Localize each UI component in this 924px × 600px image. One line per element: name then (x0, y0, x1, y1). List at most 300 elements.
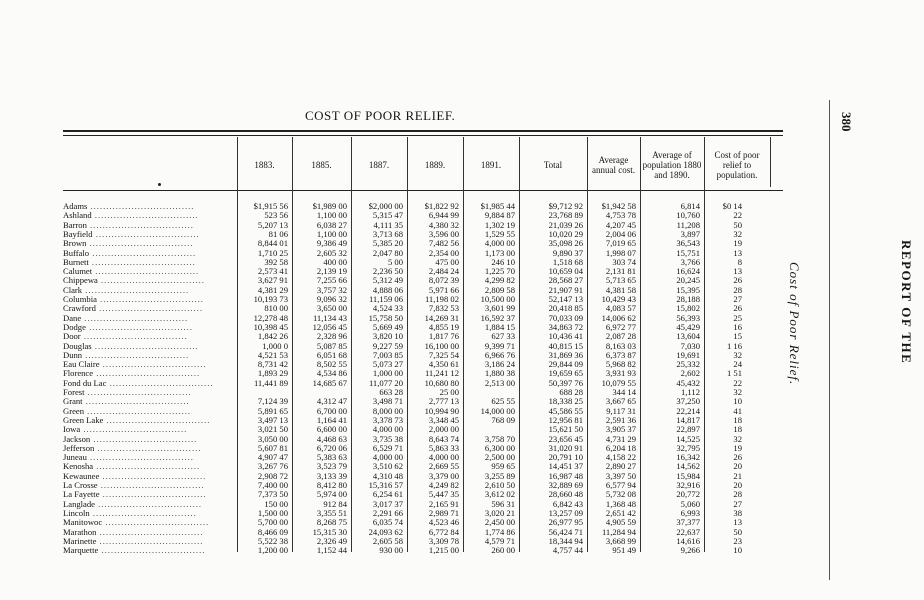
cell-ratio: 18 (733, 424, 742, 435)
cell-total: 18,338 25 (548, 396, 583, 407)
county-label: Ashland (63, 211, 92, 221)
cell-c1891: 2,450 00 (484, 517, 515, 528)
cell-c1889: $1,822 92 (424, 201, 459, 211)
cell-total: 26,977 95 (548, 517, 583, 528)
cell-c1891: 6,300 00 (484, 442, 515, 453)
cell-c1885: 15,315 30 (312, 526, 347, 537)
county-label: Dunn (63, 350, 83, 360)
cell-pop: 20,772 (676, 489, 700, 500)
county-label: Marinette (63, 536, 97, 546)
cell-total: 6,842 43 (552, 498, 583, 509)
cell-c1891: 596 31 (491, 498, 515, 509)
cell-c1883: 4,381 29 (257, 284, 288, 295)
leader-dots: ................................. (97, 481, 205, 490)
cell-c1887: 4,888 06 (372, 284, 403, 295)
cell-c1887: 4,111 35 (373, 219, 403, 230)
cell-c1889: 4,380 32 (428, 219, 459, 230)
cell-c1891: 260 00 (491, 545, 515, 556)
county-name (63, 239, 235, 248)
cell-c1883: 2,908 72 (257, 470, 288, 481)
cell-avg: 11,284 94 (601, 526, 636, 537)
cell-c1889: 4,249 82 (428, 480, 459, 490)
cell-pop: 32,916 (676, 480, 700, 490)
cell-c1887: 6,035 74 (372, 517, 403, 528)
cell-c1887: 3,498 71 (372, 396, 403, 407)
county-label: Green (63, 406, 84, 416)
table-row (63, 528, 783, 537)
cell-c1889: 16,100 00 (424, 340, 459, 351)
cell-c1883: 3,497 13 (257, 414, 288, 425)
cell-c1891: 10,500 00 (480, 294, 515, 304)
table-top-rule-thin (63, 135, 783, 136)
table-row (63, 416, 783, 425)
cell-avg: 1,368 48 (605, 498, 636, 509)
table-row (63, 286, 783, 295)
county-name (63, 462, 235, 471)
table-row (63, 462, 783, 471)
leader-dots: ................................. (97, 276, 205, 286)
cell-ratio: 20 (733, 461, 742, 472)
county-name (63, 323, 235, 332)
cell-total: 35,098 26 (548, 238, 583, 249)
cell-c1887: 5,073 27 (372, 359, 403, 370)
cell-ratio: 8 (737, 256, 742, 267)
county-label: Florence (63, 369, 94, 379)
county-name (63, 230, 235, 239)
cell-c1887: 15,758 50 (368, 312, 403, 323)
cell-pop: 16,624 (676, 266, 700, 277)
county-label: Green Lake (63, 415, 104, 425)
cell-avg: 5,968 82 (605, 359, 636, 370)
cell-c1889: 2,777 13 (428, 396, 459, 407)
column-header: 1883. (254, 160, 275, 170)
cell-pop: 37,377 (676, 517, 700, 528)
cell-c1885: 6,700 00 (316, 405, 347, 416)
table-row (63, 481, 783, 490)
county-label: Calumet (63, 267, 93, 277)
cell-c1885: 3,523 79 (316, 461, 347, 472)
cell-avg: 8,163 03 (605, 340, 636, 351)
cell-c1891: 3,186 24 (484, 359, 515, 370)
column-header: 1891. (480, 160, 502, 170)
column-header: Cost of poor relief to population. (714, 150, 760, 180)
cell-avg: 5,732 08 (605, 489, 636, 500)
cell-c1891: 246 10 (491, 256, 515, 267)
column-header: Total (543, 160, 563, 170)
cell-c1885: 3,133 39 (316, 470, 347, 481)
cell-c1887: 7,003 85 (372, 349, 403, 360)
cell-c1889: 3,596 00 (428, 228, 459, 239)
table-row (63, 332, 783, 341)
cell-c1885: 9,096 32 (316, 294, 347, 304)
leader-dots: ................................. (91, 211, 199, 221)
cell-total: 4,757 44 (552, 545, 583, 556)
cell-avg: 951 49 (612, 545, 636, 556)
county-label: Fond du Lac (63, 378, 107, 388)
cell-c1887: 9,227 59 (372, 340, 403, 351)
cell-c1889: 25 00 (439, 387, 459, 397)
county-name (63, 453, 235, 462)
cell-c1887: 24,093 62 (368, 526, 403, 537)
cell-c1885: 2,139 19 (316, 266, 347, 277)
cell-c1889: 10,994 90 (424, 405, 459, 416)
table-row (63, 239, 783, 248)
cell-c1891: 16,592 37 (480, 312, 515, 323)
cell-avg: 7,019 65 (605, 238, 636, 249)
county-name (63, 472, 235, 481)
cell-ratio: 16 (733, 321, 742, 332)
cell-total: 14,451 37 (548, 461, 583, 472)
cell-c1887: 5,312 49 (372, 275, 403, 286)
cell-c1885: 5,974 00 (316, 489, 347, 500)
cell-c1883: 10,398 45 (253, 321, 288, 332)
table-row (63, 211, 783, 220)
cell-ratio: 18 (733, 414, 742, 425)
cell-c1891: 2,809 58 (484, 284, 515, 295)
leader-dots: ................................. (90, 434, 198, 444)
cell-avg: 14,006 62 (601, 312, 636, 323)
cell-c1891: 627 33 (491, 331, 515, 342)
cell-c1889: 14,269 31 (424, 312, 459, 323)
cell-pop: 32,795 (676, 442, 700, 453)
county-label: Dane (63, 313, 82, 323)
cell-ratio: 20 (733, 480, 742, 490)
table-row (63, 407, 783, 416)
cell-c1891: 2,513 00 (484, 377, 515, 388)
county-name (63, 351, 235, 360)
cell-total: 32,889 69 (548, 480, 583, 490)
cell-c1891: 3,020 21 (484, 507, 515, 518)
cell-avg: 9,117 31 (606, 405, 636, 416)
county-label: Columbia (63, 295, 97, 304)
leader-dots: ................................. (89, 508, 197, 518)
cell-c1883: 81 06 (268, 228, 288, 239)
cell-total: 12,956 81 (548, 414, 583, 425)
cell-c1889: 5,971 66 (428, 284, 459, 295)
table-row (63, 295, 783, 304)
cell-c1889: 7,325 54 (428, 349, 459, 360)
cell-c1883: 810 00 (264, 303, 288, 314)
cell-c1883: 523 56 (264, 210, 288, 221)
cell-avg: 4,381 58 (605, 284, 636, 295)
table-row (63, 230, 783, 239)
cell-c1887: 3,735 38 (372, 433, 403, 444)
cell-pop: 3,766 (680, 256, 700, 267)
leader-dots: ................................. (86, 239, 194, 249)
cell-c1889: 11,198 02 (424, 294, 459, 304)
county-name (63, 342, 235, 351)
county-name (63, 276, 235, 285)
cell-c1887: 11,077 20 (368, 377, 403, 388)
column-header: 1889. (424, 160, 446, 170)
cell-avg: 4,158 22 (605, 452, 636, 463)
table-row (63, 369, 783, 378)
leader-dots: ................................. (102, 518, 210, 528)
cell-avg: 2,087 28 (605, 331, 636, 342)
cell-ratio: 23 (733, 535, 742, 546)
cell-avg: $1,942 58 (601, 201, 636, 211)
cell-c1889: 3,379 00 (428, 470, 459, 481)
cell-pop: 3,897 (680, 228, 700, 239)
cell-avg: 3,931 93 (605, 368, 636, 379)
table-row (63, 351, 783, 360)
cell-c1883: 3,021 50 (257, 424, 288, 435)
county-name (63, 490, 235, 499)
cell-c1887: 1,000 00 (372, 368, 403, 379)
cell-c1889: 11,241 12 (424, 368, 459, 379)
cell-c1885: 4,468 63 (316, 433, 347, 444)
county-label: Kewaunee (63, 471, 100, 481)
cell-avg: 2,651 42 (605, 507, 636, 518)
leader-dots: ................................. (93, 369, 201, 379)
cell-c1891: 9,399 71 (484, 340, 515, 351)
table-row (63, 379, 783, 388)
table-row (63, 546, 783, 555)
cell-c1887: 6,529 71 (372, 442, 403, 453)
cell-c1885: 912 84 (323, 498, 347, 509)
county-name (63, 425, 235, 434)
cell-c1883: 11,441 89 (253, 377, 288, 388)
county-name (63, 304, 235, 313)
column-header: Average of population 1880 and 1890. (642, 150, 702, 180)
cell-avg: 4,207 45 (605, 219, 636, 230)
cell-pop: 22,214 (676, 405, 700, 416)
table-row (63, 518, 783, 527)
county-label: Brown (63, 239, 87, 249)
cell-c1889: 1,817 76 (428, 331, 459, 342)
cell-c1891: 3,758 70 (484, 433, 515, 444)
cell-c1885: 3,757 32 (316, 284, 347, 295)
table-row (63, 490, 783, 499)
county-label: Chippewa (63, 276, 98, 286)
county-name (63, 481, 235, 490)
cell-pop: 2,602 (680, 368, 700, 379)
county-label: Eau Claire (63, 360, 100, 370)
cell-ratio: 27 (733, 294, 742, 304)
cell-total: 19,659 65 (548, 368, 583, 379)
cell-total: 21,907 91 (548, 284, 583, 295)
cell-c1883: 7,400 00 (257, 480, 288, 490)
cell-pop: 28,188 (676, 294, 700, 304)
leader-dots: ................................. (82, 285, 190, 295)
leader-dots: ................................. (96, 527, 204, 537)
county-name (63, 388, 235, 397)
cell-avg: 3,667 65 (605, 396, 636, 407)
cell-pop: 5,060 (680, 498, 700, 509)
table-row (63, 304, 783, 313)
cell-pop: 22,637 (676, 526, 700, 537)
cell-c1885: 12,056 45 (312, 321, 347, 332)
cell-c1889: 6,772 84 (428, 526, 459, 537)
cell-c1887: 5,385 20 (372, 238, 403, 249)
cell-c1883: 3,050 00 (257, 433, 288, 444)
county-name (63, 314, 235, 323)
cell-avg: 4,083 57 (605, 303, 636, 314)
county-label: Clark (63, 285, 83, 295)
cell-c1891: 14,000 00 (480, 405, 515, 416)
cell-total: 9,890 37 (552, 247, 583, 258)
cell-c1883: 1,842 26 (257, 331, 288, 342)
cell-c1889: 7,832 53 (428, 303, 459, 314)
cell-c1889: 8,072 39 (428, 275, 459, 286)
cell-c1887: 4,310 48 (372, 470, 403, 481)
cell-c1885: $1,989 00 (312, 201, 347, 211)
column-header: 1885. (311, 160, 332, 170)
running-subheading: Cost of Poor Relief. (787, 262, 802, 386)
cell-avg: 6,204 18 (605, 442, 636, 453)
cell-c1891: 2,500 00 (484, 452, 515, 463)
cell-c1883: 8,844 01 (257, 238, 288, 249)
leader-dots: ................................. (87, 202, 195, 211)
cell-c1883: 12,278 48 (253, 312, 288, 323)
county-name (63, 546, 235, 555)
leader-dots: ................................. (84, 406, 192, 416)
cell-ratio: 10 (733, 396, 742, 407)
cell-pop: 37,250 (676, 396, 700, 407)
cell-c1889: 5,863 33 (428, 442, 459, 453)
cell-pop: 15,395 (676, 284, 700, 295)
cell-avg: 10,079 55 (601, 377, 636, 388)
cell-c1883: 8,731 42 (257, 359, 288, 370)
cell-c1891: 2,610 50 (484, 480, 515, 490)
cell-c1889: 475 00 (435, 256, 459, 267)
cell-c1887: 5,315 47 (372, 210, 403, 221)
county-name (63, 379, 235, 388)
cell-total: 29,844 09 (548, 359, 583, 370)
cell-c1885: 1,100 00 (316, 228, 347, 239)
cell-total: 28,568 27 (548, 275, 583, 286)
cell-total: 13,257 09 (548, 507, 583, 518)
cell-total: 34,863 72 (548, 321, 583, 332)
cell-c1887: 11,159 06 (368, 294, 403, 304)
cell-c1885: 1,100 00 (316, 210, 347, 221)
cell-c1887: 4,000 00 (372, 424, 403, 435)
county-name (63, 249, 235, 258)
cell-pop: 19,691 (676, 349, 700, 360)
cell-avg: 2,591 36 (605, 414, 636, 425)
cell-ratio: 27 (733, 498, 742, 509)
county-name (63, 416, 235, 425)
cell-c1889: 6,944 99 (428, 210, 459, 221)
cell-c1887: 2,236 50 (372, 266, 403, 277)
cell-c1883: 3,267 76 (257, 461, 288, 472)
cell-c1891: 1,529 55 (484, 228, 515, 239)
cell-ratio: 50 (733, 219, 742, 230)
cell-avg: 10,429 43 (601, 294, 636, 304)
cell-avg: 6,972 77 (605, 321, 636, 332)
cell-c1887: 15,316 57 (368, 480, 403, 490)
county-label: Jackson (63, 434, 91, 444)
cell-c1891: 9,884 87 (484, 210, 515, 221)
cell-avg: 3,397 50 (605, 470, 636, 481)
cell-c1885: 2,328 96 (316, 331, 347, 342)
cell-ratio: 32 (733, 349, 742, 360)
cell-total: 23,656 45 (548, 433, 583, 444)
cell-c1883: 5,522 38 (257, 535, 288, 546)
leader-dots: ................................. (106, 378, 214, 388)
cell-avg: 3,905 37 (605, 424, 636, 435)
cell-ratio: 10 (733, 545, 742, 556)
cell-c1885: 9,386 49 (316, 238, 347, 249)
table-row (63, 249, 783, 258)
cell-total: 56,424 71 (548, 526, 583, 537)
county-name (63, 509, 235, 518)
leader-dots: ................................. (82, 397, 190, 407)
cell-c1889: 4,855 19 (428, 321, 459, 332)
cell-pop: 13,604 (676, 331, 700, 342)
cell-c1891: 4,000 00 (484, 238, 515, 249)
cell-c1885: 7,255 66 (316, 275, 347, 286)
cell-ratio: 28 (733, 284, 742, 295)
cell-c1891: 6,966 76 (484, 349, 515, 360)
table-row (63, 537, 783, 546)
county-name (63, 332, 235, 341)
county-label: La Fayette (63, 490, 100, 500)
column-divider (770, 137, 771, 187)
running-heading: REPORT OF THE (899, 240, 914, 365)
cell-c1885: 2,326 49 (316, 535, 347, 546)
cell-ratio: 41 (733, 405, 742, 416)
cell-c1883: 5,891 65 (257, 405, 288, 416)
cell-c1887: 663 28 (379, 387, 403, 397)
county-label: Burnett (63, 257, 89, 267)
county-name (63, 407, 235, 416)
page-title: COST OF POOR RELIEF. (305, 108, 456, 123)
table-row (63, 388, 783, 397)
cell-c1887: 930 00 (379, 545, 403, 556)
cell-pop: 56,393 (676, 312, 700, 323)
cell-total: 52,147 13 (548, 294, 583, 304)
cell-total: 31,020 91 (548, 442, 583, 453)
leader-dots: ................................. (80, 425, 188, 435)
cell-c1887: 2,047 80 (372, 247, 403, 258)
cell-c1887: 3,017 37 (372, 498, 403, 509)
county-label: Grant (63, 397, 83, 407)
cell-c1887: 5,669 49 (372, 321, 403, 332)
cell-c1883: 150 00 (264, 498, 288, 509)
leader-dots: ................................. (82, 350, 190, 360)
cell-total: 20,791 10 (548, 452, 583, 463)
cell-ratio: $0 14 (722, 201, 742, 211)
cell-total: 18,344 94 (548, 535, 583, 546)
cell-pop: 15,751 (676, 247, 700, 258)
leader-dots: ................................. (92, 229, 200, 239)
cell-c1889: 2,484 24 (428, 266, 459, 277)
cell-c1889: 4,350 61 (428, 359, 459, 370)
cell-c1891: 3,601 99 (484, 303, 515, 314)
cell-ratio: 26 (733, 275, 742, 286)
county-name (63, 258, 235, 267)
cell-pop: 6,993 (680, 507, 700, 518)
cell-ratio: 19 (733, 442, 742, 453)
county-label: Door (63, 332, 81, 342)
cell-avg: 4,731 29 (605, 433, 636, 444)
leader-dots: ................................. (94, 443, 202, 453)
table-row (63, 221, 783, 230)
cell-avg: 344 14 (612, 387, 636, 397)
cell-c1889: 2,669 55 (428, 461, 459, 472)
county-name (63, 202, 235, 211)
cell-c1891: 1,774 86 (484, 526, 515, 537)
cell-c1885: 6,600 00 (316, 424, 347, 435)
cell-c1883: 5,700 00 (257, 517, 288, 528)
cell-ratio: 22 (733, 377, 742, 388)
table-row (63, 435, 783, 444)
cell-c1883: 1,893 29 (257, 368, 288, 379)
table-row (63, 323, 783, 332)
cell-c1891: 3,612 02 (484, 489, 515, 500)
cell-c1891: 4,299 82 (484, 275, 515, 286)
